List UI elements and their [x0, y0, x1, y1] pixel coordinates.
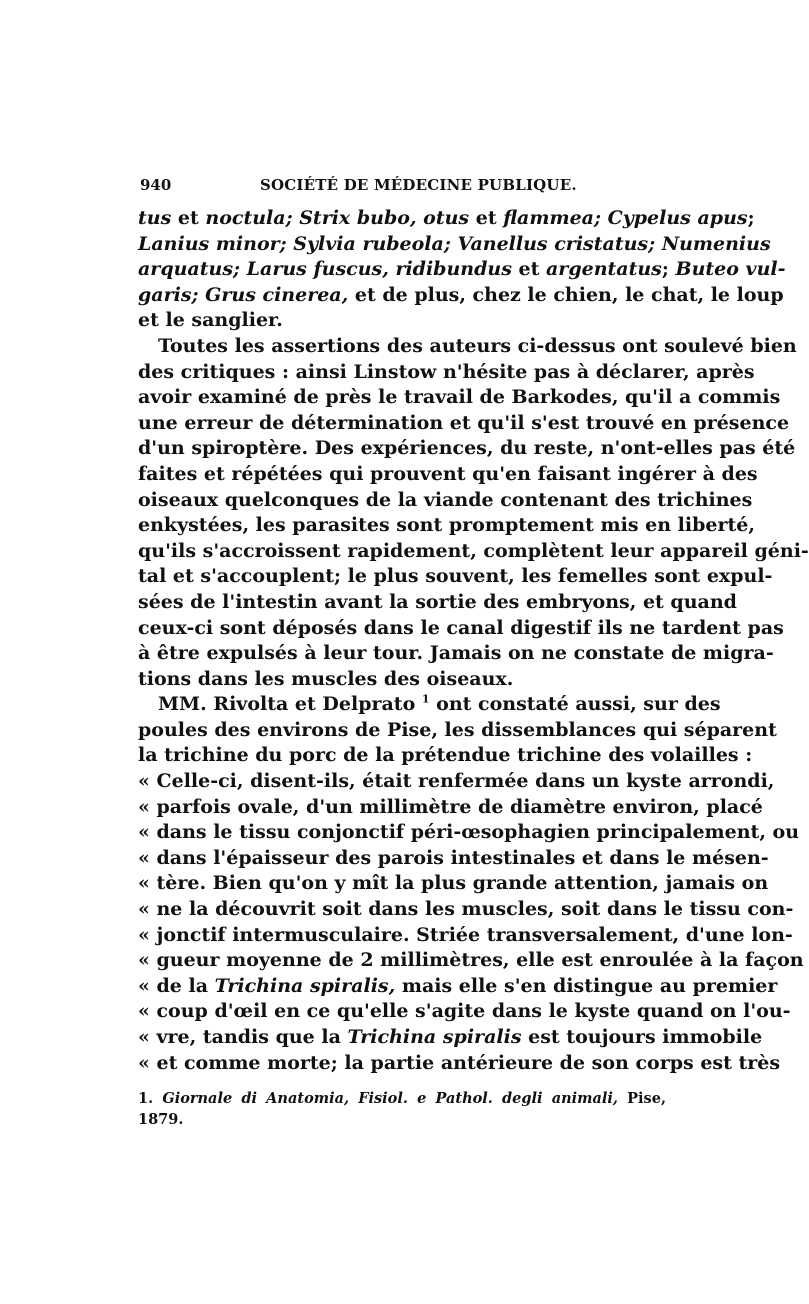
footnote: [138, 1088, 666, 1130]
text-line: « tère. Bien qu'on y mît la plus grande attention, jamais on: [138, 872, 769, 895]
text-line: qu'ils s'accroissent rapidement, complètent leur appareil géni-: [138, 539, 809, 562]
text-line: faites et répétées qui prouvent qu'en faisant ingérer à des: [138, 462, 758, 485]
footnote-line: 1879.: [138, 1111, 184, 1128]
text-line: MM. Rivolta et Delprato $^1$ ont constaté aussi, sur des: [158, 692, 721, 716]
text-line: garis; Grus cinerea, et de plus, chez le chien, le chat, le loup: [138, 283, 784, 306]
text-line: avoir examiné de près le travail de Barkodes, qu'il a commis: [138, 386, 781, 409]
text-line: « de la Trichina spiralis, mais elle s'en distingue au premier: [138, 974, 778, 997]
running-title: SOCIÉTÉ DE MÉDECINE PUBLIQUE.: [260, 176, 577, 194]
text-line: tus et noctula; Strix bubo, otus et flammea; Cypelus apus;: [138, 207, 755, 229]
text-line: « Celle-ci, disent-ils, était renfermée dans un kyste arrondi,: [138, 770, 775, 793]
text-line: la trichine du porc de la prétendue trichine des volailles :: [138, 744, 753, 767]
text-line: « gueur moyenne de 2 millimètres, elle est enroulée à la façon: [138, 949, 804, 972]
footnote-line: 1. Giornale di Anatomia, Fisiol. e Pathol. degli animali, Pise,: [138, 1090, 666, 1107]
text-line: une erreur de détermination et qu'il s'est trouvé en présence: [138, 411, 790, 434]
text-line: tions dans les muscles des oiseaux.: [138, 667, 514, 690]
text-line: tal et s'accouplent; le plus souvent, les femelles sont expul-: [138, 565, 773, 588]
text-line: « ne la découvrit soit dans les muscles, soit dans le tissu con-: [138, 898, 794, 921]
text-line: arquatus; Larus fuscus, ridibundus et argentatus; Buteo vul-: [138, 258, 786, 281]
text-line: poules des environs de Pise, les dissemblances qui séparent: [138, 718, 777, 741]
text-line: Toutes les assertions des auteurs ci-dessus ont soulevé bien: [158, 334, 797, 357]
text-line: Lanius minor; Sylvia rubeola; Vanellus cristatus; Numenius: [138, 232, 771, 255]
footnote-marker: 1: [421, 692, 430, 706]
text-line: « jonctif intermusculaire. Striée transversalement, d'une lon-: [138, 923, 793, 946]
page-header: [140, 176, 664, 200]
text-line: d'un spiroptère. Des expériences, du reste, n'ont-elles pas été: [138, 437, 796, 460]
body-text: [138, 206, 809, 1076]
text-line: sées de l'intestin avant la sortie des embryons, et quand: [138, 590, 737, 613]
text-line: oiseaux quelconques de la viande contenant des trichines: [138, 488, 753, 511]
text-line: « vre, tandis que la Trichina spiralis est toujours immobile: [138, 1026, 763, 1048]
text-line: enkystées, les parasites sont promptement mis en liberté,: [138, 514, 755, 537]
text-line: et le sanglier.: [138, 309, 283, 332]
text-line: « coup d'œil en ce qu'elle s'agite dans le kyste quand on l'ou-: [138, 1000, 791, 1023]
text-line: à être expulsés à leur tour. Jamais on ne constate de migra-: [138, 642, 774, 665]
text-line: « parfois ovale, d'un millimètre de diamètre environ, placé: [138, 795, 763, 818]
text-line: des critiques : ainsi Linstow n'hésite pas à déclarer, après: [138, 360, 755, 383]
text-line: ceux-ci sont déposés dans le canal digestif ils ne tardent pas: [138, 616, 784, 639]
text-line: « dans l'épaisseur des parois intestinales et dans le mésen-: [138, 846, 769, 869]
text-line: « dans le tissu conjonctif péri-œsophagien principalement, ou: [138, 821, 800, 844]
text-line: « et comme morte; la partie antérieure de son corps est très: [138, 1051, 781, 1074]
page-number: 940: [140, 176, 172, 194]
